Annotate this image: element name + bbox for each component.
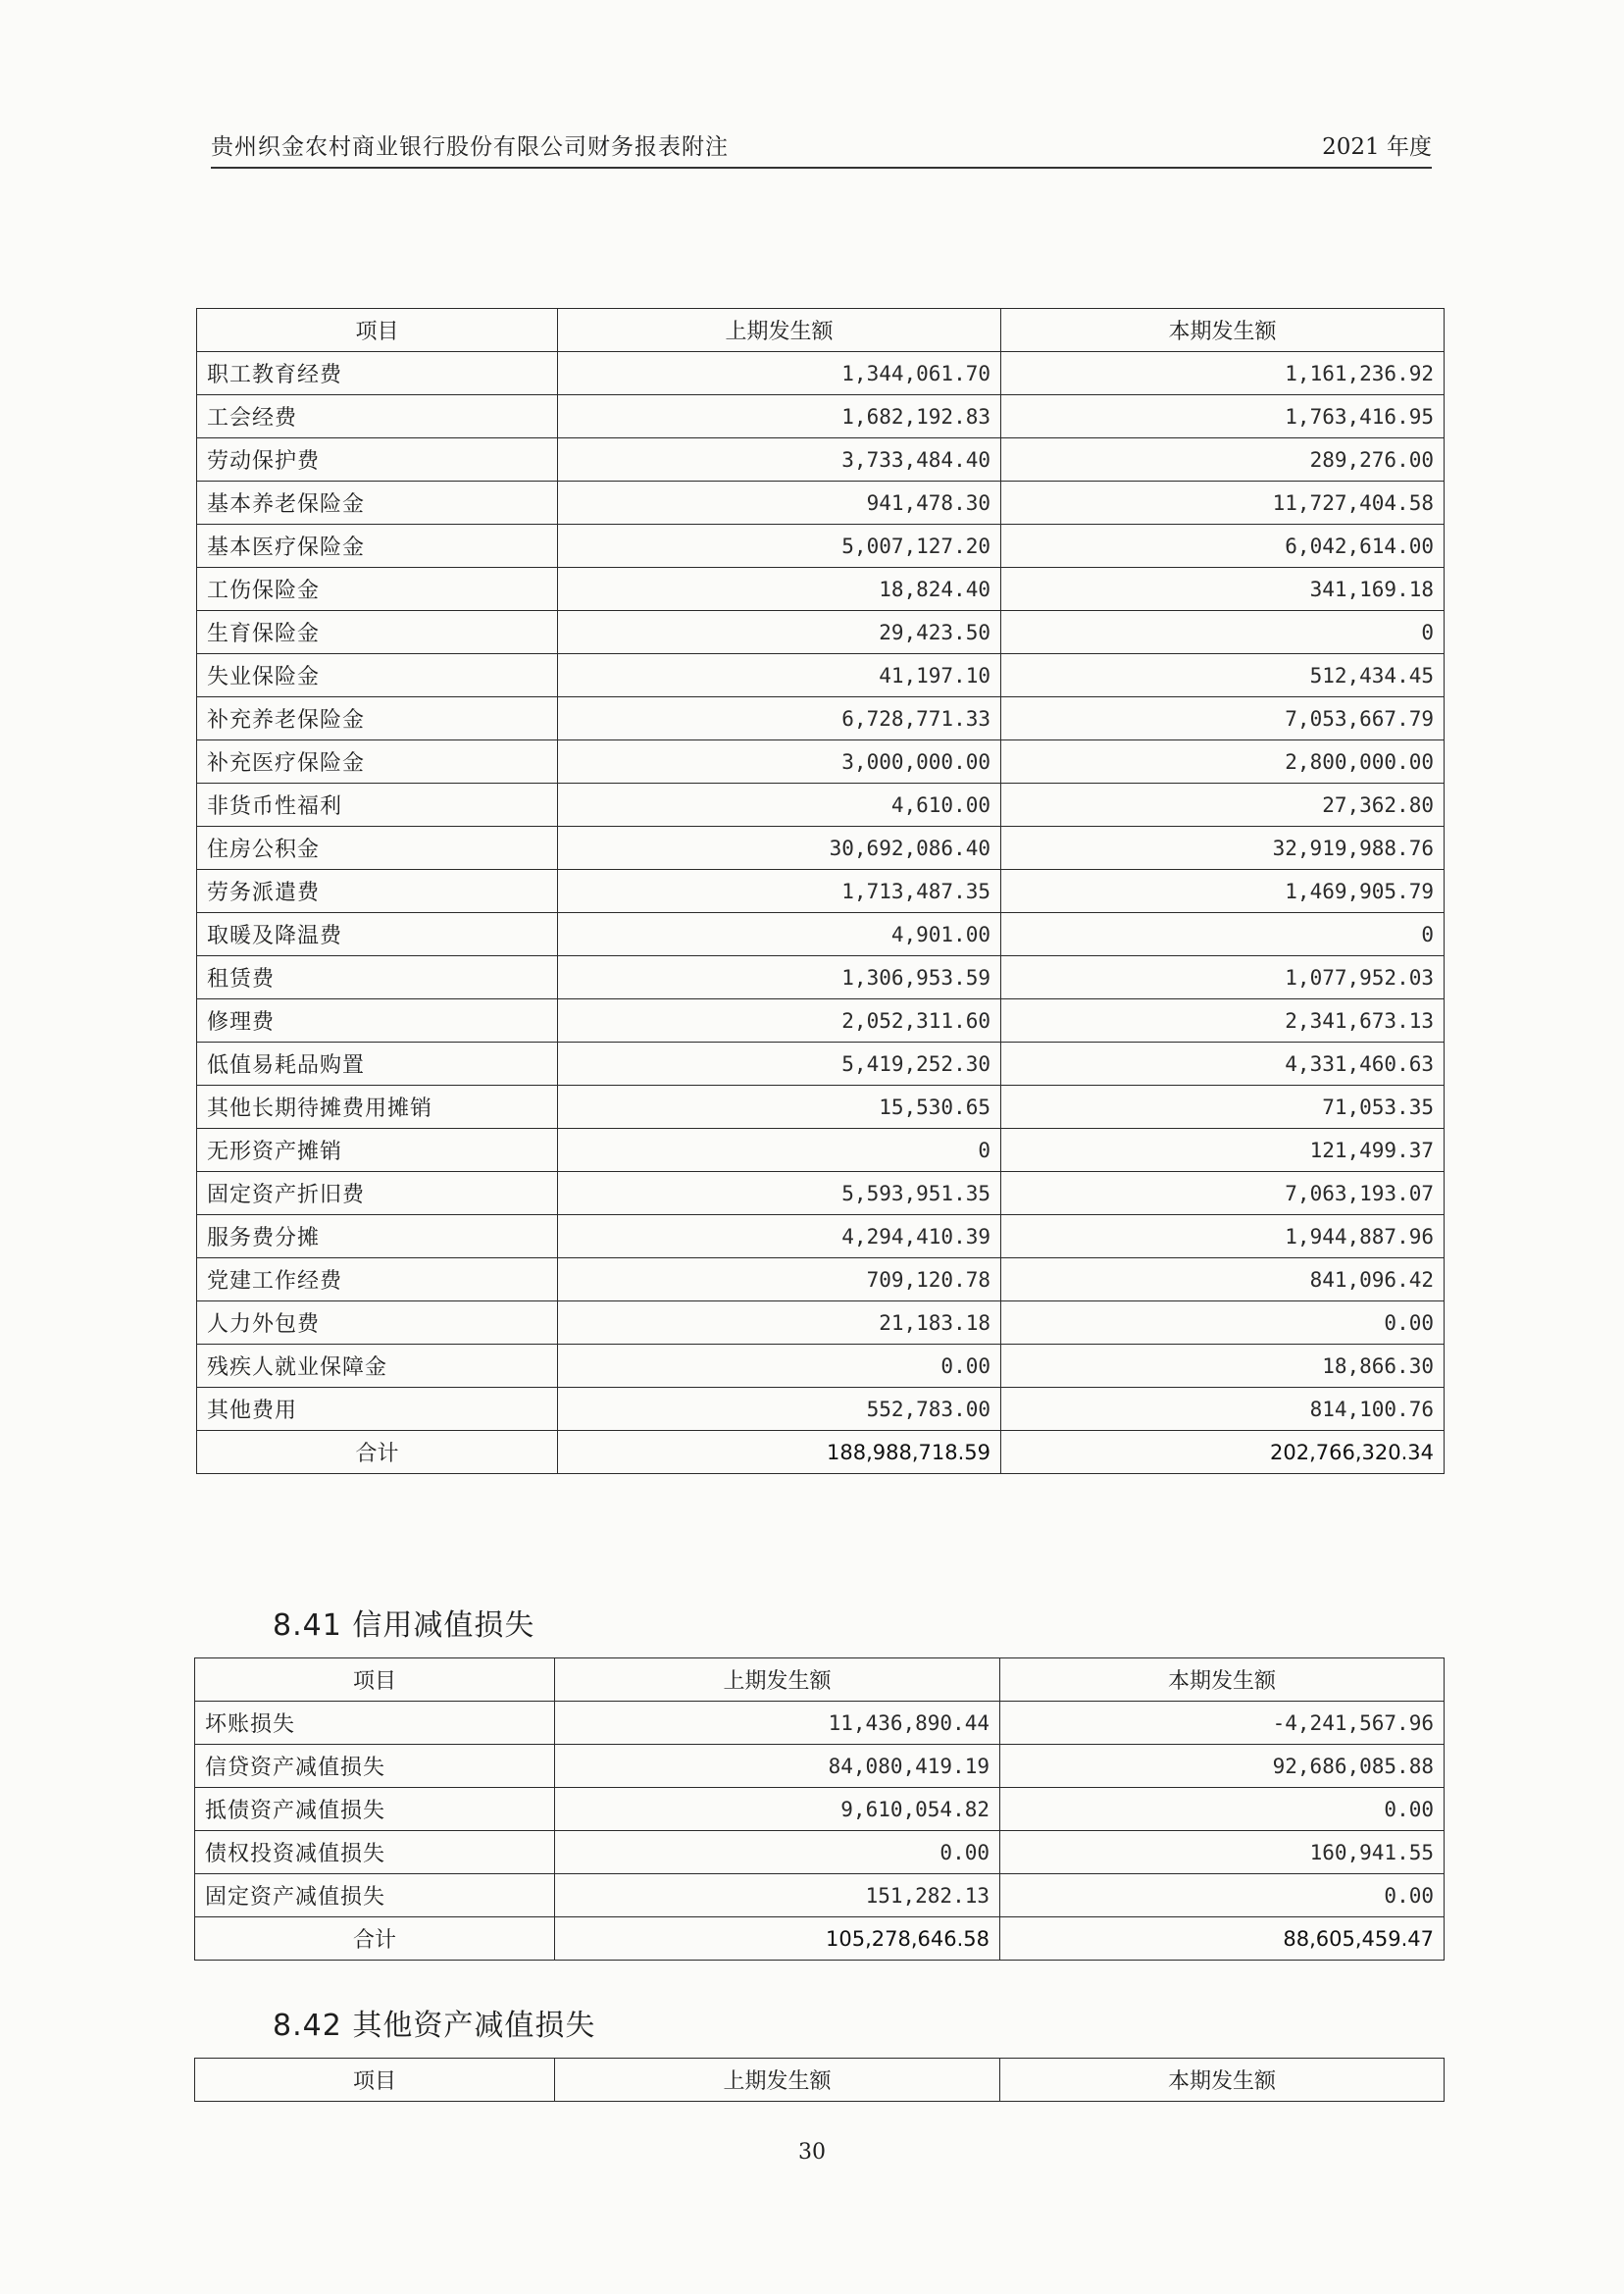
table-row [197,1172,1445,1215]
table-row [197,395,1445,438]
row-prior-amount: 4,294,410.39 [558,1215,1001,1258]
row-prior-amount: 5,419,252.30 [558,1043,1001,1086]
row-current-amount: 1,763,416.95 [1001,395,1445,438]
row-item-label: 残疾人就业保障金 [197,1345,558,1388]
table-row [197,999,1445,1043]
row-item-label: 劳动保护费 [197,438,558,482]
table-row [195,1874,1445,1917]
total-row [195,1917,1445,1961]
table-row [197,1215,1445,1258]
row-prior-amount: 11,436,890.44 [555,1702,1000,1745]
section-title-other-impairment: 8.42 其他资产减值损失 [273,2009,596,2043]
row-current-amount: 4,331,460.63 [1001,1043,1445,1086]
row-prior-amount: 1,682,192.83 [558,395,1001,438]
total-row [197,1431,1445,1474]
row-item-label: 其他费用 [197,1388,558,1431]
column-header-current: 本期发生额 [1001,309,1445,352]
row-current-amount: 0.00 [1000,1788,1445,1831]
table-row [197,697,1445,740]
row-current-amount: 18,866.30 [1001,1345,1445,1388]
row-item-label: 无形资产摊销 [197,1129,558,1172]
section-title-credit-impairment: 8.41 信用减值损失 [273,1608,535,1643]
row-item-label: 基本养老保险金 [197,482,558,525]
report-title: 贵州织金农村商业银行股份有限公司财务报表附注 [211,134,729,160]
table-row [195,1788,1445,1831]
row-item-label: 债权投资减值损失 [195,1831,555,1874]
row-prior-amount: 6,728,771.33 [558,697,1001,740]
table-row [197,784,1445,827]
row-item-label: 低值易耗品购置 [197,1043,558,1086]
row-current-amount: 341,169.18 [1001,568,1445,611]
row-prior-amount: 4,610.00 [558,784,1001,827]
row-prior-amount: 15,530.65 [558,1086,1001,1129]
total-prior-amount: 105,278,646.58 [555,1917,1000,1961]
row-current-amount: 1,469,905.79 [1001,870,1445,913]
row-prior-amount: 21,183.18 [558,1301,1001,1345]
row-current-amount: 6,042,614.00 [1001,525,1445,568]
row-prior-amount: 18,824.40 [558,568,1001,611]
row-item-label: 租赁费 [197,956,558,999]
row-current-amount: 0 [1001,913,1445,956]
column-header-prior: 上期发生额 [555,2059,1000,2102]
column-header-current: 本期发生额 [1000,2059,1445,2102]
table-header-row [195,2059,1445,2102]
row-prior-amount: 1,344,061.70 [558,352,1001,395]
table-row [197,482,1445,525]
report-year: 2021 年度 [1322,134,1432,160]
row-item-label: 工会经费 [197,395,558,438]
row-current-amount: 1,944,887.96 [1001,1215,1445,1258]
row-prior-amount: 3,733,484.40 [558,438,1001,482]
table-row [197,827,1445,870]
table-row [195,1831,1445,1874]
row-prior-amount: 41,197.10 [558,654,1001,697]
table-row [197,1345,1445,1388]
total-current-amount: 202,766,320.34 [1001,1431,1445,1474]
table-header-row [195,1658,1445,1702]
total-current-amount: 88,605,459.47 [1000,1917,1445,1961]
row-prior-amount: 1,713,487.35 [558,870,1001,913]
row-prior-amount: 5,007,127.20 [558,525,1001,568]
row-item-label: 服务费分摊 [197,1215,558,1258]
row-item-label: 修理费 [197,999,558,1043]
page-number: 30 [798,2140,826,2165]
row-item-label: 取暖及降温费 [197,913,558,956]
table-row [197,611,1445,654]
table-row [197,1043,1445,1086]
row-current-amount: 0 [1001,611,1445,654]
row-item-label: 信贷资产减值损失 [195,1745,555,1788]
row-item-label: 生育保险金 [197,611,558,654]
table-row [197,1388,1445,1431]
row-current-amount: 11,727,404.58 [1001,482,1445,525]
row-prior-amount: 1,306,953.59 [558,956,1001,999]
row-item-label: 党建工作经费 [197,1258,558,1301]
table-header-row [197,309,1445,352]
table-row [197,654,1445,697]
row-prior-amount: 4,901.00 [558,913,1001,956]
column-header-item: 项目 [195,1658,555,1702]
column-header-current: 本期发生额 [1000,1658,1445,1702]
table-row [197,1129,1445,1172]
row-current-amount: 2,341,673.13 [1001,999,1445,1043]
row-item-label: 非货币性福利 [197,784,558,827]
row-item-label: 人力外包费 [197,1301,558,1345]
row-current-amount: 121,499.37 [1001,1129,1445,1172]
row-current-amount: 1,077,952.03 [1001,956,1445,999]
row-prior-amount: 151,282.13 [555,1874,1000,1917]
table-row [197,1301,1445,1345]
row-item-label: 劳务派遣费 [197,870,558,913]
table-row [197,1258,1445,1301]
row-prior-amount: 0 [558,1129,1001,1172]
row-current-amount: 7,053,667.79 [1001,697,1445,740]
row-prior-amount: 941,478.30 [558,482,1001,525]
row-item-label: 住房公积金 [197,827,558,870]
table-row [195,1745,1445,1788]
table-row [197,956,1445,999]
other-impairment-table [194,2058,1445,2102]
row-item-label: 补充医疗保险金 [197,740,558,784]
column-header-prior: 上期发生额 [555,1658,1000,1702]
total-label: 合计 [195,1917,555,1961]
page-header [211,126,1432,169]
row-item-label: 失业保险金 [197,654,558,697]
row-item-label: 固定资产折旧费 [197,1172,558,1215]
row-current-amount: 2,800,000.00 [1001,740,1445,784]
row-current-amount: 71,053.35 [1001,1086,1445,1129]
table-row [197,438,1445,482]
row-current-amount: 7,063,193.07 [1001,1172,1445,1215]
row-current-amount: -4,241,567.96 [1000,1702,1445,1745]
table-row [197,1086,1445,1129]
row-prior-amount: 29,423.50 [558,611,1001,654]
row-current-amount: 1,161,236.92 [1001,352,1445,395]
expense-table [196,308,1445,1474]
row-item-label: 工伤保险金 [197,568,558,611]
row-current-amount: 512,434.45 [1001,654,1445,697]
row-current-amount: 92,686,085.88 [1000,1745,1445,1788]
column-header-item: 项目 [195,2059,555,2102]
row-current-amount: 814,100.76 [1001,1388,1445,1431]
table-row [195,1702,1445,1745]
row-prior-amount: 9,610,054.82 [555,1788,1000,1831]
column-header-item: 项目 [197,309,558,352]
row-item-label: 抵债资产减值损失 [195,1788,555,1831]
row-prior-amount: 0.00 [555,1831,1000,1874]
row-item-label: 补充养老保险金 [197,697,558,740]
row-current-amount: 841,096.42 [1001,1258,1445,1301]
row-prior-amount: 84,080,419.19 [555,1745,1000,1788]
table-row [197,525,1445,568]
row-item-label: 固定资产减值损失 [195,1874,555,1917]
row-prior-amount: 3,000,000.00 [558,740,1001,784]
table-row [197,740,1445,784]
table-row [197,913,1445,956]
total-prior-amount: 188,988,718.59 [558,1431,1001,1474]
row-item-label: 坏账损失 [195,1702,555,1745]
row-current-amount: 160,941.55 [1000,1831,1445,1874]
table-row [197,568,1445,611]
total-label: 合计 [197,1431,558,1474]
row-prior-amount: 552,783.00 [558,1388,1001,1431]
row-item-label: 基本医疗保险金 [197,525,558,568]
credit-impairment-table [194,1657,1445,1961]
column-header-prior: 上期发生额 [558,309,1001,352]
row-current-amount: 289,276.00 [1001,438,1445,482]
row-prior-amount: 30,692,086.40 [558,827,1001,870]
table-row [197,870,1445,913]
row-current-amount: 32,919,988.76 [1001,827,1445,870]
row-item-label: 其他长期待摊费用摊销 [197,1086,558,1129]
row-current-amount: 0.00 [1000,1874,1445,1917]
row-prior-amount: 5,593,951.35 [558,1172,1001,1215]
row-current-amount: 0.00 [1001,1301,1445,1345]
row-current-amount: 27,362.80 [1001,784,1445,827]
table-row [197,352,1445,395]
row-prior-amount: 2,052,311.60 [558,999,1001,1043]
row-item-label: 职工教育经费 [197,352,558,395]
row-prior-amount: 0.00 [558,1345,1001,1388]
row-prior-amount: 709,120.78 [558,1258,1001,1301]
